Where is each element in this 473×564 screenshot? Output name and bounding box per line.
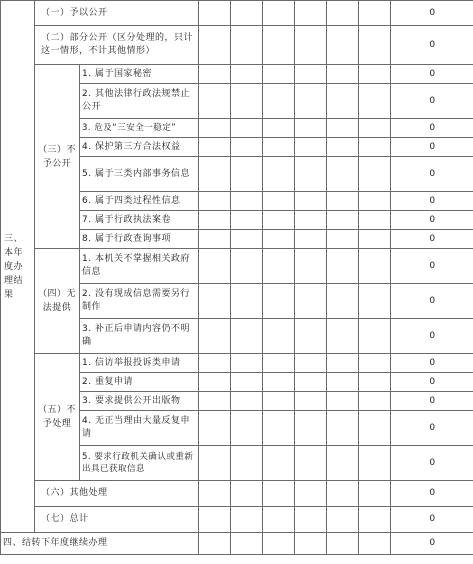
table-cell bbox=[199, 119, 231, 138]
table-cell bbox=[199, 84, 231, 119]
total-cell: 0 bbox=[391, 84, 473, 119]
table-cell bbox=[359, 1, 391, 26]
table-cell bbox=[295, 354, 327, 373]
table-cell bbox=[327, 26, 359, 65]
table-cell bbox=[295, 373, 327, 392]
total-cell: 0 bbox=[391, 65, 473, 84]
table-cell bbox=[231, 119, 263, 138]
table-cell bbox=[359, 192, 391, 211]
table-cell bbox=[231, 192, 263, 211]
group-5-label: （五）不予处理 bbox=[35, 354, 80, 481]
table-cell bbox=[263, 354, 295, 373]
total-cell: 0 bbox=[391, 411, 473, 446]
total-cell: 0 bbox=[391, 481, 473, 507]
table-cell bbox=[359, 65, 391, 84]
table-cell bbox=[359, 84, 391, 119]
total-cell: 0 bbox=[391, 211, 473, 230]
table-cell bbox=[199, 230, 231, 249]
total-cell: 0 bbox=[391, 1, 473, 26]
table-cell bbox=[359, 446, 391, 481]
table-cell bbox=[327, 284, 359, 319]
table-cell bbox=[263, 392, 295, 411]
table-cell bbox=[295, 157, 327, 192]
table-cell bbox=[327, 192, 359, 211]
table-cell bbox=[327, 249, 359, 284]
table-cell bbox=[231, 138, 263, 157]
table-cell bbox=[231, 65, 263, 84]
table-cell bbox=[199, 157, 231, 192]
table-row bbox=[1, 354, 473, 373]
table-cell bbox=[359, 230, 391, 249]
table-cell bbox=[295, 533, 327, 555]
row-label: 1. 本机关不掌握相关政府信息 bbox=[80, 249, 199, 284]
row-label: 4. 保护第三方合法权益 bbox=[80, 138, 199, 157]
total-cell: 0 bbox=[391, 373, 473, 392]
table-cell bbox=[199, 411, 231, 446]
table-cell bbox=[199, 373, 231, 392]
table-cell bbox=[199, 507, 231, 533]
table-cell bbox=[327, 119, 359, 138]
table-cell bbox=[327, 230, 359, 249]
total-cell: 0 bbox=[391, 192, 473, 211]
table-cell bbox=[359, 392, 391, 411]
table-row bbox=[1, 65, 473, 84]
table-cell bbox=[199, 319, 231, 354]
table-cell bbox=[359, 373, 391, 392]
table-row bbox=[1, 1, 473, 26]
table-cell bbox=[359, 533, 391, 555]
table-cell bbox=[263, 446, 295, 481]
table-row bbox=[1, 507, 473, 533]
table-cell bbox=[231, 507, 263, 533]
table-cell bbox=[199, 284, 231, 319]
table-cell bbox=[263, 138, 295, 157]
table-cell bbox=[359, 26, 391, 65]
row-label: （一）予以公开 bbox=[35, 1, 199, 26]
row-label: 1. 信访举报投诉类申请 bbox=[80, 354, 199, 373]
table-cell bbox=[263, 533, 295, 555]
table-cell bbox=[199, 392, 231, 411]
table-cell bbox=[295, 411, 327, 446]
row-label: 3. 补正后申请内容仍不明确 bbox=[80, 319, 199, 354]
total-cell: 0 bbox=[391, 119, 473, 138]
table-cell bbox=[263, 119, 295, 138]
table-row bbox=[1, 481, 473, 507]
table-cell bbox=[359, 249, 391, 284]
table-cell bbox=[327, 392, 359, 411]
row-label: 7. 属于行政执法案卷 bbox=[80, 211, 199, 230]
table-cell bbox=[199, 26, 231, 65]
table-cell bbox=[359, 211, 391, 230]
table-cell bbox=[263, 84, 295, 119]
table-cell bbox=[327, 138, 359, 157]
table-row bbox=[1, 26, 473, 65]
table-cell bbox=[199, 533, 231, 555]
row-label: 5. 要求行政机关确认或重新出具已获取信息 bbox=[80, 446, 199, 481]
table-cell bbox=[263, 192, 295, 211]
section-4-label: 四、结转下年度继续办理 bbox=[1, 533, 199, 555]
table-row bbox=[1, 533, 473, 555]
table-cell bbox=[263, 1, 295, 26]
table-cell bbox=[231, 84, 263, 119]
total-cell: 0 bbox=[391, 446, 473, 481]
table-cell bbox=[199, 138, 231, 157]
row-label: 8. 属于行政查询事项 bbox=[80, 230, 199, 249]
table-cell bbox=[231, 1, 263, 26]
table-cell bbox=[231, 157, 263, 192]
row-label: 2. 其他法律行政法规禁止公开 bbox=[80, 84, 199, 119]
table-cell bbox=[231, 249, 263, 284]
table-cell bbox=[199, 446, 231, 481]
table-cell bbox=[263, 319, 295, 354]
table-cell bbox=[327, 533, 359, 555]
table-row bbox=[1, 249, 473, 284]
table-cell bbox=[359, 138, 391, 157]
section-3-label-text: 三、本年度办理结果 bbox=[4, 233, 24, 300]
table-cell bbox=[295, 284, 327, 319]
table-cell bbox=[295, 211, 327, 230]
total-cell: 0 bbox=[391, 319, 473, 354]
table-cell bbox=[295, 65, 327, 84]
table-cell bbox=[359, 319, 391, 354]
total-cell: 0 bbox=[391, 157, 473, 192]
group-3-label: （三）不予公开 bbox=[35, 65, 80, 249]
row-label: 5. 属于三类内部事务信息 bbox=[80, 157, 199, 192]
table-cell bbox=[199, 249, 231, 284]
table-cell bbox=[231, 211, 263, 230]
row-label: （六）其他处理 bbox=[35, 481, 199, 507]
total-cell: 0 bbox=[391, 392, 473, 411]
table-cell bbox=[231, 354, 263, 373]
table-cell bbox=[263, 26, 295, 65]
table-cell bbox=[263, 373, 295, 392]
table-cell bbox=[231, 411, 263, 446]
table-cell bbox=[327, 65, 359, 84]
table-cell bbox=[263, 211, 295, 230]
section-3-label bbox=[1, 1, 35, 533]
table-cell bbox=[295, 192, 327, 211]
table-cell bbox=[295, 249, 327, 284]
table-cell bbox=[263, 157, 295, 192]
table-cell bbox=[327, 157, 359, 192]
total-cell: 0 bbox=[391, 138, 473, 157]
table-cell bbox=[263, 411, 295, 446]
table-cell bbox=[327, 84, 359, 119]
table-cell bbox=[327, 411, 359, 446]
total-cell: 0 bbox=[391, 533, 473, 555]
table-cell bbox=[295, 481, 327, 507]
table-cell bbox=[231, 481, 263, 507]
row-label: 2. 没有现成信息需要另行制作 bbox=[80, 284, 199, 319]
table-cell bbox=[231, 446, 263, 481]
table-cell bbox=[263, 284, 295, 319]
table-cell bbox=[231, 284, 263, 319]
table-cell bbox=[327, 446, 359, 481]
total-cell: 0 bbox=[391, 507, 473, 533]
table-cell bbox=[263, 230, 295, 249]
table-cell bbox=[199, 481, 231, 507]
row-label: （七）总计 bbox=[35, 507, 199, 533]
table-cell bbox=[231, 392, 263, 411]
table-cell bbox=[359, 507, 391, 533]
table-cell bbox=[327, 319, 359, 354]
row-label: 3. 危及“三安全一稳定” bbox=[80, 119, 199, 138]
table-cell bbox=[295, 26, 327, 65]
table-cell bbox=[231, 533, 263, 555]
table-cell bbox=[295, 138, 327, 157]
row-label: （二）部分公开（区分处理的，只计这一情形，不计其他情形） bbox=[35, 26, 199, 65]
table-cell bbox=[327, 507, 359, 533]
table-cell bbox=[199, 192, 231, 211]
table-cell bbox=[295, 230, 327, 249]
table-cell bbox=[231, 230, 263, 249]
table-cell bbox=[295, 84, 327, 119]
table-cell bbox=[263, 481, 295, 507]
row-label: 6. 属于四类过程性信息 bbox=[80, 192, 199, 211]
table-cell bbox=[263, 507, 295, 533]
table-cell bbox=[199, 65, 231, 84]
row-label: 3. 要求提供公开出版物 bbox=[80, 392, 199, 411]
total-cell: 0 bbox=[391, 354, 473, 373]
table-cell bbox=[295, 1, 327, 26]
table-cell bbox=[327, 373, 359, 392]
group-4-label: （四）无法提供 bbox=[35, 249, 80, 354]
table-cell bbox=[263, 249, 295, 284]
row-label: 2. 重复申请 bbox=[80, 373, 199, 392]
table-cell bbox=[295, 446, 327, 481]
table-cell bbox=[359, 481, 391, 507]
table-cell bbox=[295, 119, 327, 138]
table-cell bbox=[359, 119, 391, 138]
total-cell: 0 bbox=[391, 230, 473, 249]
table-cell bbox=[263, 65, 295, 84]
table-cell bbox=[327, 354, 359, 373]
row-label: 4. 无正当理由大量反复申请 bbox=[80, 411, 199, 446]
table-cell bbox=[359, 354, 391, 373]
table-cell bbox=[327, 481, 359, 507]
total-cell: 0 bbox=[391, 249, 473, 284]
total-cell: 0 bbox=[391, 284, 473, 319]
table-cell bbox=[199, 1, 231, 26]
total-cell: 0 bbox=[391, 26, 473, 65]
table-cell bbox=[359, 157, 391, 192]
table-cell bbox=[327, 211, 359, 230]
table-cell bbox=[231, 26, 263, 65]
table-cell bbox=[359, 411, 391, 446]
table-cell bbox=[199, 211, 231, 230]
table-cell bbox=[359, 284, 391, 319]
row-label: 1. 属于国家秘密 bbox=[80, 65, 199, 84]
table-cell bbox=[231, 319, 263, 354]
table-cell bbox=[231, 373, 263, 392]
table-cell bbox=[327, 1, 359, 26]
table-cell bbox=[199, 354, 231, 373]
table-cell bbox=[295, 319, 327, 354]
table-cell bbox=[295, 507, 327, 533]
table-cell bbox=[295, 392, 327, 411]
